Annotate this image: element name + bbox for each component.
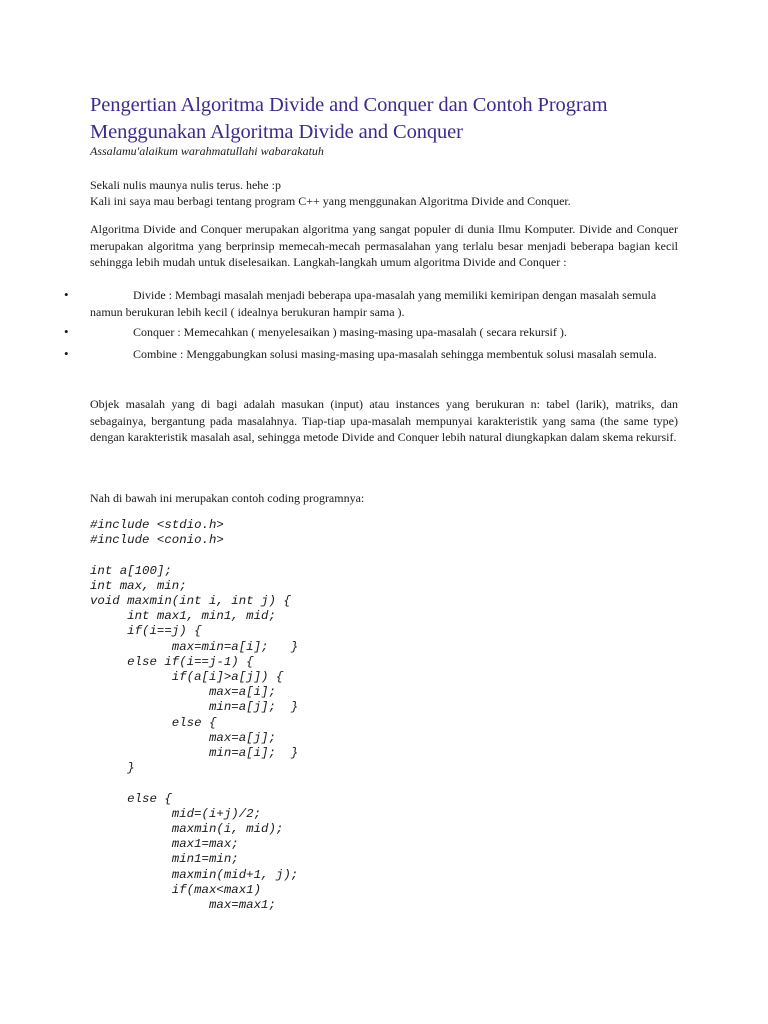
paragraph-definition: Algoritma Divide and Conquer merupakan algoritma yang sangat populer di dunia Ilmu Komputer. Divide and Conquer merupakan algoritma yang berprinsip memecah-mecah permasalahan yang terlalu besar menjadi beberapa bagian kecil sehingga lebih mudah untuk diselesaikan. Langkah-langkah umum algoritma Divide and Conquer : xyxy=(90,222,678,269)
code-block: #include <stdio.h> #include <conio.h> int a[100]; int max, min; void maxmin(int i, int j) { int max1, min1, mid; if(i==j) { max=min=a[i]; } else if(i==j-1) { if(a[i]>a[j]) { max=a[i]; min=a[j]; } else { max=a[j]; min=a[i]; } } else { mid=(i+j)/2; maxmin(i, mid); max1=max; min1=min; maxmin(mid+1, j); if(max<max1) max=max1; xyxy=(90,518,299,913)
bullet-icon: • xyxy=(64,324,69,339)
intro-line-2: Kali ini saya mau berbagi tentang program C++ yang menggunakan Algoritma Divide and Conquer. xyxy=(90,194,571,208)
list-item-text: Conquer : Memecahkan ( menyelesaikan ) masing-masing upa-masalah ( secara rekursif ). xyxy=(133,325,567,339)
greeting-text: Assalamu'alaikum warahmatullahi wabarakatuh xyxy=(90,144,324,158)
paragraph-code-intro: Nah di bawah ini merupakan contoh coding programnya: xyxy=(90,491,365,505)
document-title: Pengertian Algoritma Divide and Conquer dan Contoh Program Menggunakan Algoritma Divide and Conquer xyxy=(90,94,608,143)
bullet-icon: • xyxy=(64,287,69,302)
intro-line-1: Sekali nulis maunya nulis terus. hehe :p xyxy=(90,178,281,192)
list-item-text: Divide : Membagi masalah menjadi beberapa upa-masalah yang memiliki kemiripan dengan masalah semula namun berukuran lebih kecil ( idealnya berukuran hampir sama ). xyxy=(90,288,657,319)
list-item-text: Combine : Menggabungkan solusi masing-masing upa-masalah sehingga membentuk solusi masalah semula. xyxy=(133,347,657,361)
bullet-icon: • xyxy=(64,346,69,361)
paragraph-objects: Objek masalah yang di bagi adalah masukan (input) atau instances yang berukuran n: tabel (larik), matriks, dan sebagainya, bergantung pada masalahnya. Tiap-tiap upa-masalah mempunyai karakteristik yang sama (the same type) dengan karakteristik masalah asal, sehingga metode Divide and Conquer lebih natural diungkapkan dalam skema rekursif. xyxy=(90,397,678,444)
